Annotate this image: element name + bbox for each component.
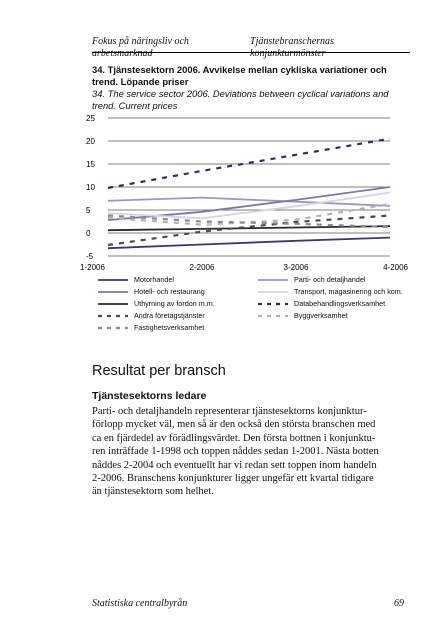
sub-heading: Tjänstesektorns ledare bbox=[92, 390, 207, 402]
legend-item bbox=[98, 311, 258, 320]
y-tick-label: 10 bbox=[86, 183, 95, 192]
legend-label: Uthyrning av fordon m.m. bbox=[134, 299, 215, 308]
x-tick-label: 2-2006 bbox=[189, 263, 215, 272]
figure-title-en-line-1: 34. The service sector 2006. Deviations between cyclical variations and bbox=[92, 88, 389, 99]
legend-label: Motorhandel bbox=[134, 275, 174, 284]
body-line: Parti- och detaljhandeln representerar tjänstesektorns konjunktur- bbox=[92, 406, 367, 417]
legend-label: Transport, magasinering och kom. bbox=[294, 287, 403, 296]
figure-title-sv-line-2: trend. Löpande priser bbox=[92, 76, 189, 87]
series-line bbox=[108, 238, 390, 249]
body-line: nåddes 2-2004 och eventuellt har vi redan sett toppen inom handeln bbox=[92, 459, 377, 471]
body-line: 2-2006. Branschens konjunkturer ligger ungefär ett kvartal tidigare bbox=[92, 473, 374, 485]
footer-page-number: 69 bbox=[394, 598, 404, 609]
y-tick-label: 15 bbox=[86, 160, 95, 169]
running-header-right: Tjänstebranschernas konjunkturmönster bbox=[250, 36, 334, 59]
x-tick-label: 3-2006 bbox=[283, 263, 309, 272]
y-tick-label: 20 bbox=[86, 137, 95, 146]
figure-title bbox=[92, 64, 410, 112]
running-header-left: Fokus på näringsliv och arbetsmarknad bbox=[92, 36, 189, 59]
series-line bbox=[108, 226, 390, 230]
legend-swatch bbox=[258, 301, 288, 307]
legend-item bbox=[98, 299, 258, 308]
legend-swatch bbox=[258, 277, 288, 283]
y-tick-label: 5 bbox=[86, 206, 91, 215]
legend-label: Parti- och detaljhandel bbox=[294, 275, 366, 284]
legend-item bbox=[258, 299, 408, 308]
running-header bbox=[92, 36, 410, 60]
legend-item bbox=[98, 287, 258, 296]
legend-swatch bbox=[98, 313, 128, 319]
chart-series bbox=[108, 139, 390, 249]
page-footer bbox=[92, 598, 404, 610]
body-line: än tjänstesektorn som helhet. bbox=[92, 486, 214, 498]
legend-item bbox=[258, 287, 408, 296]
legend-label: Andra företagstjänster bbox=[134, 311, 205, 320]
series-line bbox=[108, 139, 390, 188]
legend-item bbox=[258, 311, 408, 320]
figure-title-sv-line-1: 34. Tjänstesektorn 2006. Avvikelse mellan cykliska variationer och bbox=[92, 64, 387, 75]
body-paragraph bbox=[92, 405, 412, 499]
chart-ticks bbox=[80, 114, 409, 272]
legend-item bbox=[98, 275, 258, 284]
y-tick-label: -5 bbox=[86, 252, 94, 261]
legend-item bbox=[98, 323, 258, 332]
body-line: förlopp mycket väl, men så är den också den största branschen med bbox=[92, 419, 376, 431]
legend-swatch bbox=[98, 301, 128, 307]
legend-label: Hotell- och restaurang bbox=[134, 287, 205, 296]
body-line: ca en fjärdedel av förädlingsvärdet. Den första bottnen i konjunktu- bbox=[92, 432, 376, 444]
chart-legend bbox=[98, 275, 408, 332]
legend-item bbox=[258, 275, 408, 284]
chart-grid bbox=[108, 118, 390, 256]
legend-label: Byggverksamhet bbox=[294, 311, 348, 320]
figure-title-en-line-2: trend. Current prices bbox=[92, 100, 178, 111]
y-tick-label: 0 bbox=[86, 229, 91, 238]
series-line bbox=[108, 204, 390, 225]
body-line: ren inträffade 1-1998 och toppen nåddes sedan 1-2001. Nästa botten bbox=[92, 446, 379, 458]
section-heading: Resultat per bransch bbox=[92, 363, 226, 379]
x-tick-label: 1-2006 bbox=[80, 263, 105, 272]
legend-swatch bbox=[98, 289, 128, 295]
footer-publisher: Statistiska centralbyrån bbox=[92, 598, 188, 609]
legend-swatch bbox=[258, 313, 288, 319]
x-tick-label: 4-2006 bbox=[383, 263, 408, 272]
header-rule bbox=[92, 52, 410, 53]
legend-label: Fastighetsverksamhet bbox=[134, 323, 205, 332]
legend-swatch bbox=[98, 277, 128, 283]
legend-swatch bbox=[258, 289, 288, 295]
legend-swatch bbox=[98, 325, 128, 331]
y-tick-label: 25 bbox=[86, 114, 95, 123]
legend-label: Databehandlingsverksamhet bbox=[294, 299, 386, 308]
